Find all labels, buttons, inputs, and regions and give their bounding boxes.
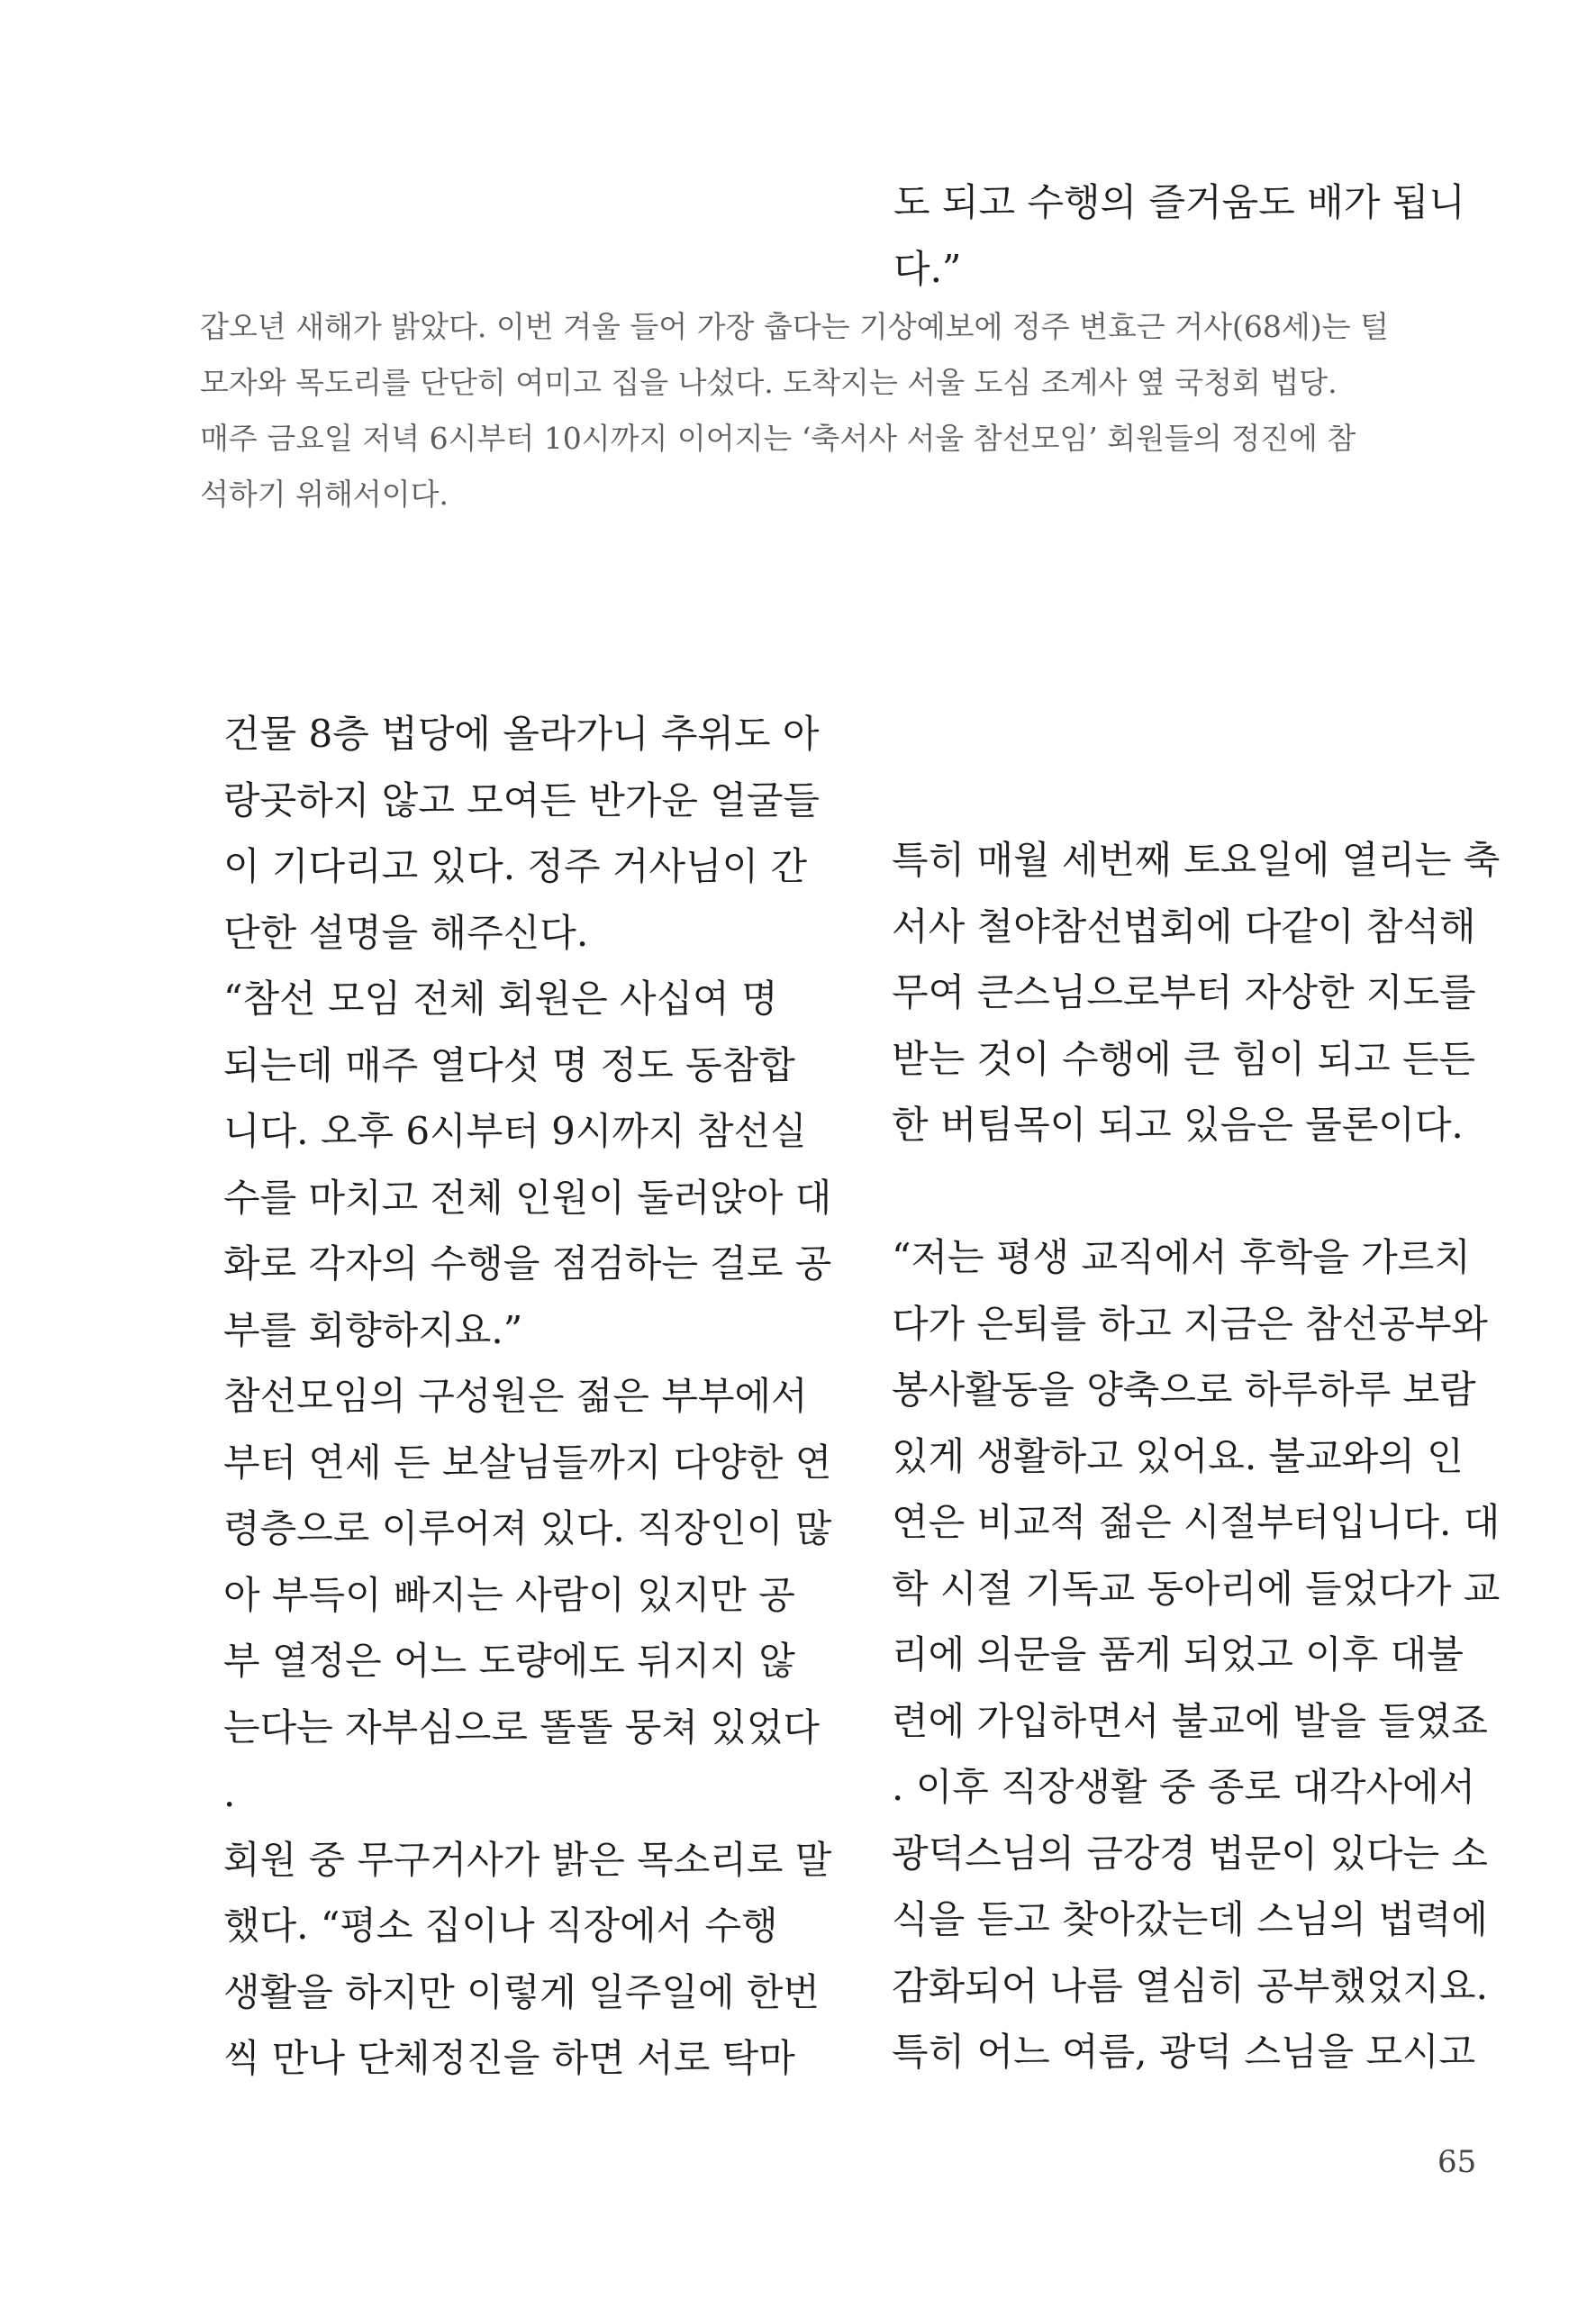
text-line: 학 시절 기독교 동아리에 들었다가 교 <box>892 1566 1501 1611</box>
text-line: 광덕스님의 금강경 법문이 있다는 소 <box>892 1831 1488 1876</box>
text-line: 있게 생활하고 있어요. 불교와의 인 <box>892 1433 1464 1478</box>
text-line: 다가 은퇴를 하고 지금은 참선공부와 <box>892 1301 1488 1346</box>
text-line: 서사 철야참선법회에 다같이 참석해 <box>892 904 1476 949</box>
text-line: 리에 의문을 품게 되었고 이후 대불 <box>892 1632 1464 1677</box>
text-line: “저는 평생 교직에서 후학을 가르치 <box>892 1235 1471 1279</box>
text-line: 랑곳하지 않고 모여든 반가운 얼굴들 <box>223 777 820 822</box>
text-line: 이 기다리고 있다. 정주 거사님이 간 <box>223 844 808 888</box>
text-line: 식을 듣고 찾아갔는데 스님의 법력에 <box>892 1897 1488 1941</box>
text-line: 다.” <box>893 247 962 291</box>
text-line: 단한 설명을 해주신다. <box>223 910 589 955</box>
page-number: 65 <box>1437 2144 1477 2180</box>
right-column <box>892 827 1501 2085</box>
text-line: 참선모임의 구성원은 젊은 부부에서 <box>223 1374 808 1418</box>
text-line: 감화되어 나름 열심히 공부했었지요. <box>892 1963 1488 2008</box>
text-line: 아 부득이 빠지는 사람이 있지만 공 <box>223 1572 795 1617</box>
text-line: 연은 비교적 젊은 시절부터입니다. 대 <box>892 1500 1501 1544</box>
text-line: 회원 중 무구거사가 밝은 목소리로 말 <box>223 1837 832 1882</box>
intro-line: 갑오년 새해가 밝았다. 이번 겨울 들어 가장 춥다는 기상예보에 정주 변효근 거사(68세)는 털 <box>200 309 1389 344</box>
intro-paragraph <box>200 299 1497 522</box>
text-line: 도 되고 수행의 즐거움도 배가 됩니 <box>893 180 1465 224</box>
text-line: 화로 각자의 수행을 점검하는 걸로 공 <box>223 1241 832 1286</box>
paragraph-gap <box>892 1159 1495 1225</box>
text-line: 특히 매월 세번째 토요일에 열리는 축 <box>892 838 1501 882</box>
text-line: 부 열정은 어느 도량에도 뒤지지 않 <box>223 1639 795 1683</box>
text-line: 봉사활동을 양축으로 하루하루 보람 <box>892 1368 1476 1412</box>
text-line: 무여 큰스님으로부터 자상한 지도를 <box>892 970 1476 1014</box>
text-line: 받는 것이 수행에 큰 힘이 되고 든든 <box>892 1036 1476 1081</box>
text-line: 했다. “평소 집이나 직장에서 수행 <box>223 1904 778 1948</box>
text-line: 생활을 하지만 이렇게 일주일에 한번 <box>223 1969 820 2014</box>
text-line: 는다는 자부심으로 똘똘 뭉쳐 있었다 <box>223 1704 820 1749</box>
text-line: 특히 어느 여름, 광덕 스님을 모시고 <box>892 2030 1476 2074</box>
text-line: 부를 회향하지요.” <box>223 1307 523 1352</box>
text-line: 수를 마치고 전체 인원이 둘러앉아 대 <box>223 1175 832 1220</box>
text-line: “참선 모임 전체 회원은 사십여 명 <box>223 977 778 1021</box>
text-line: 부터 연세 든 보살님들까지 다양한 연 <box>223 1440 832 1485</box>
text-line: 되는데 매주 열다섯 명 정도 동참합 <box>223 1042 795 1087</box>
text-line: 령층으로 이루어져 있다. 직장인이 많 <box>223 1506 832 1550</box>
intro-line: 모자와 목도리를 단단히 여미고 집을 나섰다. 도착지는 서울 도심 조계사 옆 국청회 법당. <box>200 365 1338 400</box>
text-line: . 이후 직장생활 중 종로 대각사에서 <box>892 1765 1476 1809</box>
text-line: 련에 가입하면서 불교에 발을 들였죠 <box>892 1698 1488 1743</box>
text-line: . <box>223 1771 236 1815</box>
continuation-text <box>893 169 1488 303</box>
text-line: 니다. 오후 6시부터 9시까지 참선실 <box>223 1109 807 1153</box>
text-line: 한 버팀목이 되고 있음은 물론이다. <box>892 1103 1464 1147</box>
text-line: 씩 만나 단체정진을 하면 서로 탁마 <box>223 2036 795 2080</box>
text-line: 건물 8층 법당에 올라가니 추위도 아 <box>223 712 820 756</box>
intro-line: 석하기 위해서이다. <box>200 477 449 512</box>
left-column <box>223 701 832 2092</box>
intro-line: 매주 금요일 저녁 6시부터 10시까지 이어지는 ‘축서사 서울 참선모임’ 회원들의 정진에 참 <box>200 421 1356 456</box>
